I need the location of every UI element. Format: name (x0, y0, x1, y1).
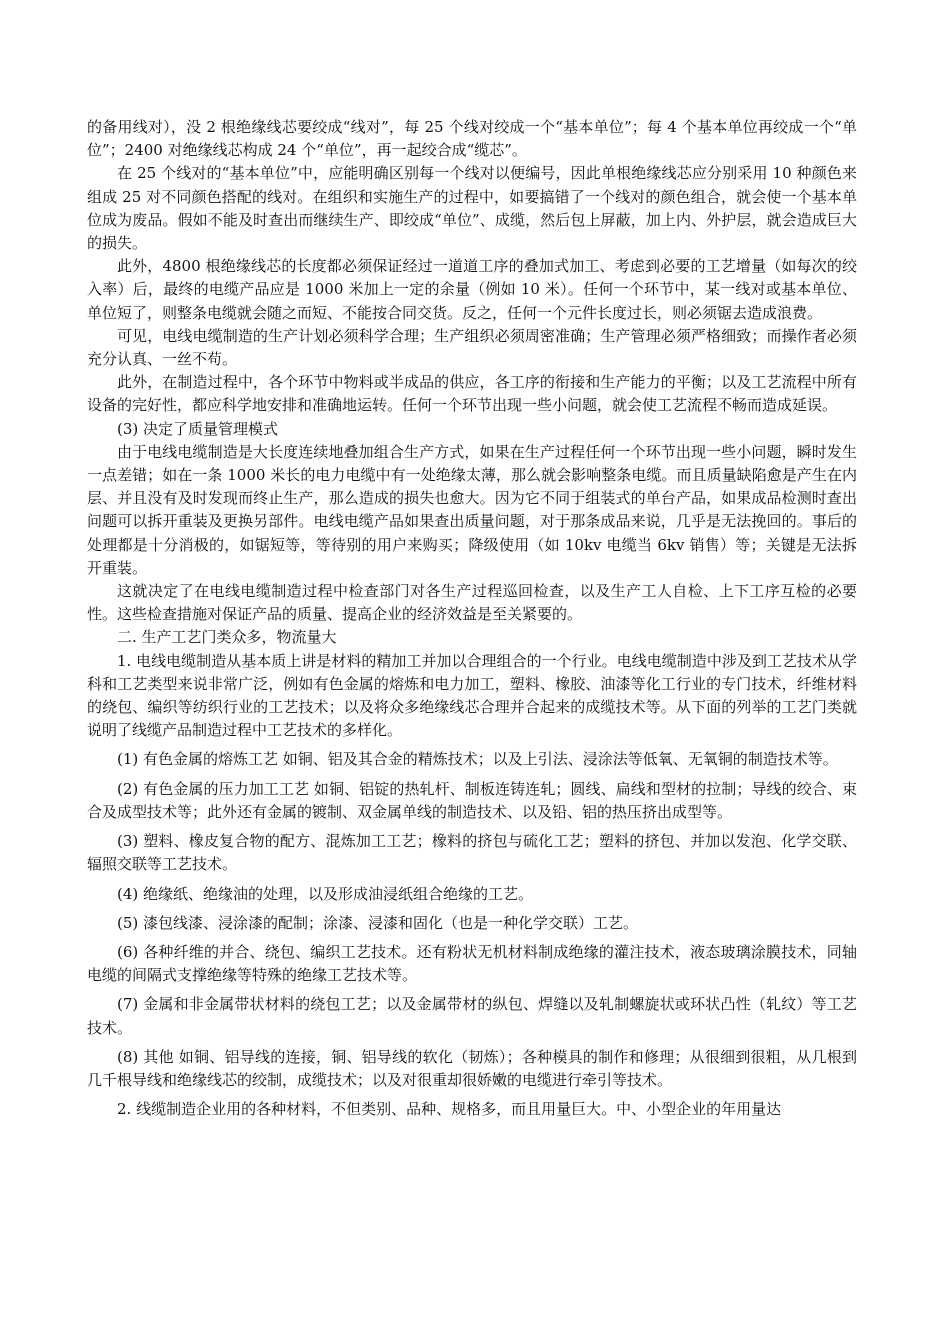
paragraph-continuation: 的备用线对），没 2 根绝缘线芯要绞成“线对”，每 25 个线对绞成一个“基本单位”；每 4 个基本单位再绞成一个“单位”；2400 对绝缘线芯构成 24 个“单位”，再一起绞合成“缆芯”。 (87, 118, 857, 160)
list-item-enamel: (5) 漆包线漆、浸涂漆的配制；涂漆、浸漆和固化（也是一种化学交联）工艺。 (117, 913, 639, 932)
paragraph-process-flow: 此外，在制造过程中，各个环节中物料或半成品的供应，各工序的衔接和生产能力的平衡；以及工艺流程中所有设备的完好性，都应科学地安排和准确地运转。任何一个环节出现一些小问题，就会使工艺流程不畅而造成延误。 (87, 373, 857, 415)
paragraph-length-control: 此外，4800 根绝缘线芯的长度都必须保证经过一道道工序的叠加式加工、考虑到必要的工艺增量（如每次的绞入率）后，最终的电缆产品应是 1000 米加上一定的余量（例如 10 米）。任何一个环节中，某一线对或基本单位、单位短了，则整条电缆就会随之而短、不能按合同交货。反之，任何一个元件长度过长，则必须锯去造成浪费。 (87, 257, 857, 322)
document-body (87, 116, 857, 1121)
list-item-other: (8) 其他 如铜、铝导线的连接，铜、铝导线的软化（韧炼）；各种模具的制作和修理；从很细到很粗，从几根到几千根导线和绝缘线芯的绞制，成缆技术；以及对很重却很娇嫩的电缆进行牵引等技术。 (87, 1047, 857, 1089)
paragraph-material-processing: 1. 电线电缆制造从基本质上讲是材料的精加工并加以合理组合的一个行业。电线电缆制造中涉及到工艺技术从学科和工艺类型来说非常广泛，例如有色金属的熔炼和电力加工，塑料、橡胶、油漆等化工行业的专门技术，纤维材料的绕包、编织等纺织行业的工艺技术；以及将众多绝缘线芯合理并合起来的成缆技术等。从下面的列举的工艺门类就说明了线缆产品制造过程中工艺技术的多样化。 (87, 651, 857, 740)
paragraph-production-planning: 可见，电线电缆制造的生产计划必须科学合理；生产组织必须周密准确；生产管理必须严格细致；而操作者必须充分认真、一丝不苟。 (87, 326, 857, 369)
paragraph-quality-defects: 由于电线电缆制造是大长度连续地叠加组合生产方式，如果在生产过程任何一个环节出现一些小问题，瞬时发生一点差错；如在一条 1000 米长的电力电缆中有一处绝缘太薄，那么就会影响整条电缆。而且质量缺陷愈是产生在内层、并且没有及时发现而终止生产，那么造成的损失也愈大。因为它不同于组装式的单台产品，如果成品检测时查出问题可以拆开重装及更换另部件。电线电缆产品如果查出质量问题，对于那条成品来说，几乎是无法挽回的。事后的处理都是十分消极的，如锯短等，等待别的用户来购买；降级使用（如 10kv 电缆当 6kv 销售）等；关键是无法拆开重装。 (87, 442, 857, 577)
list-item-fibers: (6) 各种纤维的并合、绕包、编织工艺技术。还有粉状无机材料制成绝缘的灌注技术，液态玻璃涂膜技术，同轴电缆的间隔式支撑绝缘等特殊的绝缘工艺技术等。 (87, 942, 857, 985)
list-item-plastics-rubber: (3) 塑料、橡皮复合物的配方、混炼加工工艺；橡料的挤包与硫化工艺；塑料的挤包、并加以发泡、化学交联、辐照交联等工艺技术。 (87, 832, 857, 874)
list-item-pressure-processing: (2) 有色金属的压力加工工艺 如铜、铝锭的热轧杆、制板连铸连轧；圆线、扁线和型材的拉制；导线的绞合、束合及成型技术等；此外还有金属的镀制、双金属单线的制造技术、以及铅、铝的热压挤出成型等。 (87, 779, 857, 821)
list-item-tape-wrapping: (7) 金属和非金属带状材料的绕包工艺；以及金属带材的纵包、焊缝以及轧制螺旋状或环状凸性（轧纹）等工艺技术。 (87, 995, 857, 1037)
section-heading-process-categories: 二. 生产工艺门类众多，物流量大 (117, 628, 337, 647)
paragraph-inspection: 这就决定了在电线电缆制造过程中检查部门对各生产过程巡回检查，以及生产工人自检、上下工序互检的必要性。这些检查措施对保证产品的质量、提高企业的经济效益是至关紧要的。 (87, 582, 857, 624)
list-item-smelting: (1) 有色金属的熔炼工艺 如铜、铝及其合金的精炼技术；以及上引法、浸涂法等低氧、无氧铜的制造技术等。 (117, 750, 838, 769)
paragraph-color-coding: 在 25 个线对的“基本单位”中，应能明确区别每一个线对以便编号，因此单根绝缘线芯应分别采用 10 种颜色来组成 25 对不同颜色搭配的线对。在组织和实施生产的过程中，如要搞错了一个线对的颜色组合，就会使一个基本单位成为废品。假如不能及时查出而继续生产、即绞成“单位”、成缆，然后包上屏蔽，加上内、外护层，就会造成巨大的损失。 (87, 164, 857, 253)
paragraph-materials-volume: 2. 线缆制造企业用的各种材料，不但类别、品种、规格多，而且用量巨大。中、小型企业的年用量达 (117, 1100, 782, 1119)
section-heading-quality-mode: (3) 决定了质量管理模式 (117, 419, 279, 438)
list-item-insulating-paper: (4) 绝缘纸、绝缘油的处理，以及形成油浸纸组合绝缘的工艺。 (117, 884, 534, 903)
